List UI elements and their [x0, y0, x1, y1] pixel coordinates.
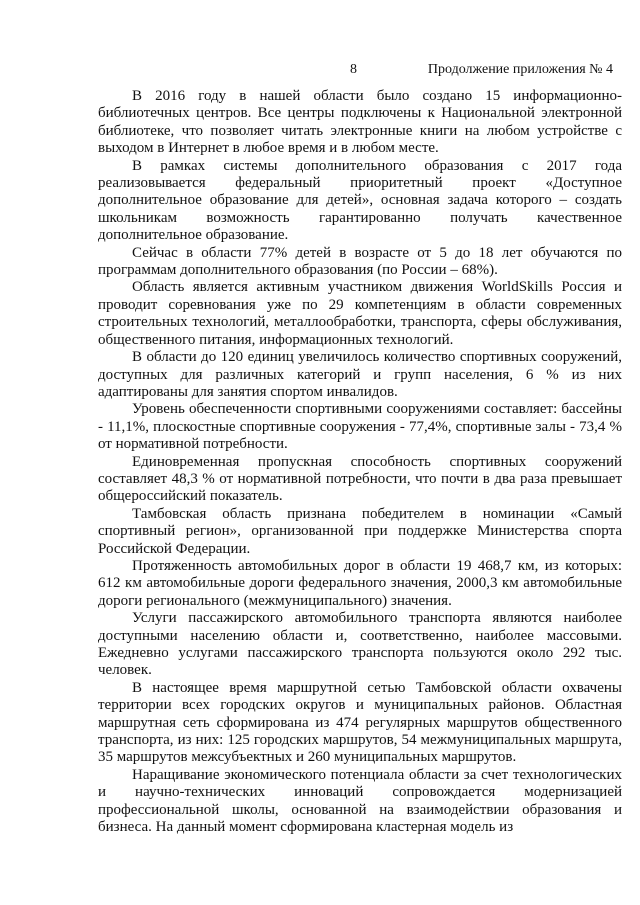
- paragraph-roads: Протяженность автомобильных дорог в области 19 468,7 км, из которых: 612 км автомобильные дороги федерального значения, 2000,3 км автомобильные дороги регионального (межмуниципального) значения.: [98, 557, 622, 609]
- paragraph-libraries: В 2016 году в нашей области было создано 15 информационно-библиотечных центров. Все центры подключены к Национальной электронной библиотеке, что позволяет читать электронные книги на любом устройстве с выходом в Интернет в любое время и в любом месте.: [98, 88, 622, 157]
- paragraph-route-network: В настоящее время маршрутной сетью Тамбовской области охвачены территории всех городских округов и муниципальных районов. Областная маршрутная сеть сформирована из 474 регулярных маршрутов общественного транспорта, из них: 125 городских маршрутов, 54 межмуниципальных маршрута, 35 маршрутов межсубъектных и 260 муниципальных маршрутов.: [98, 679, 622, 766]
- paragraph-sport-region: Тамбовская область признана победителем в номинации «Самый спортивный регион», организованной при поддержке Министерства спорта Российской Федерации.: [98, 505, 622, 557]
- paragraph-additional-education: В рамках системы дополнительного образования с 2017 года реализовывается федеральный приоритетный проект «Доступное дополнительное образование для детей», основная задача которого – создать школьникам возможность гарантированно получать качественное дополнительное образование.: [98, 157, 622, 244]
- page-number: 8: [350, 62, 357, 77]
- paragraph-capacity: Единовременная пропускная способность спортивных сооружений составляет 48,3 % от нормативной потребности, что почти в два раза превышает общероссийский показатель.: [98, 453, 622, 505]
- document-body: [98, 88, 622, 836]
- paragraph-worldskills: Область является активным участником движения WorldSkills Россия и проводит соревнования уже по 29 компетенциям в области современных строительных технологий, металлообработки, транспорта, сферы обслуживания, общественного питания, информационных технологий.: [98, 279, 622, 348]
- paragraph-facility-provision: Уровень обеспеченности спортивными сооружениями составляет: бассейны - 11,1%, плоскостные спортивные сооружения - 77,4%, спортивные залы - 73,4 % от нормативной потребности.: [98, 401, 622, 453]
- appendix-label: Продолжение приложения № 4: [427, 62, 613, 77]
- paragraph-passenger-transport: Услуги пассажирского автомобильного транспорта являются наиболее доступными населению области и, соответственно, наиболее массовыми. Ежедневно услугами пассажирского транспорта пользуются около 292 тыс. человек.: [98, 610, 622, 679]
- paragraph-sports-facilities: В области до 120 единиц увеличилось количество спортивных сооружений, доступных для различных категорий и групп населения, 6 % из них адаптированы для занятия спортом инвалидов.: [98, 349, 622, 400]
- paragraph-economic-potential: Наращивание экономического потенциала области за счет технологических и научно-технических инноваций сопровождается модернизацией профессиональной школы, основанной на взаимодействии образования и бизнеса. На данный момент сформирована кластерная модель из: [98, 766, 622, 836]
- paragraph-children-percent: Сейчас в области 77% детей в возрасте от 5 до 18 лет обучаются по программам дополнительного образования (по России – 68%).: [98, 244, 622, 279]
